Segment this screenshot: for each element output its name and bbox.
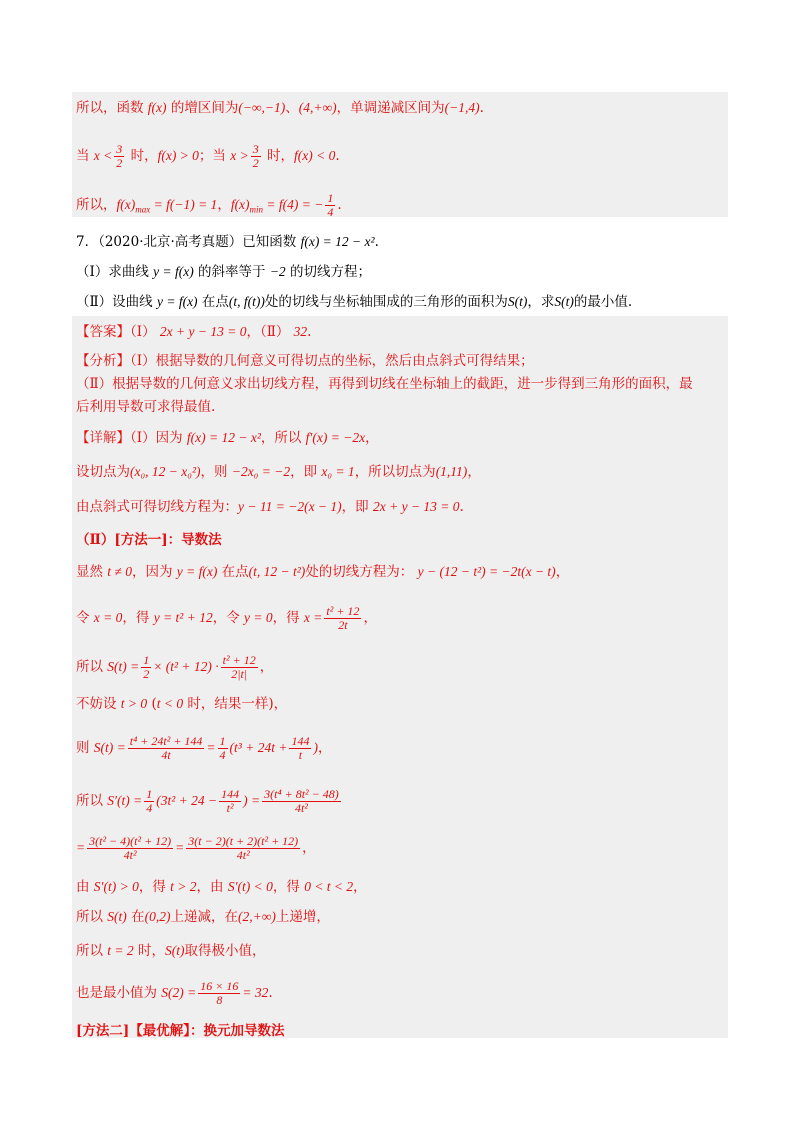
fraction-denominator: 8 <box>216 993 223 1007</box>
text-run: 7．（2020·北京·高考真题）已知函数 <box>76 234 301 250</box>
math-subscript: min <box>249 204 264 215</box>
math-expression: y = f(x) <box>153 264 194 279</box>
fraction-numerator: 1 <box>219 734 226 748</box>
math-expression: = <box>175 840 185 855</box>
text-run: 令 <box>76 610 94 626</box>
math-fraction <box>325 192 335 219</box>
math-fraction <box>262 788 341 815</box>
text-run: ，得 <box>122 610 154 626</box>
text-run: ， <box>353 879 367 895</box>
fraction-numerator: 3(t² − 4)(t² + 12) <box>89 834 172 848</box>
math-expression: (t³ + 24t + <box>229 740 288 755</box>
math-expression: S(t) <box>107 909 127 924</box>
text-run: 在点 <box>217 564 249 580</box>
text-run: 【详解】（Ⅰ）因为 <box>76 430 187 446</box>
math-fraction <box>221 654 258 681</box>
text-line-l5 <box>76 262 371 282</box>
text-run: ， <box>259 659 274 675</box>
text-line-l4 <box>76 232 379 252</box>
text-run: 显然 <box>76 564 108 580</box>
text-run: 处的切线与坐标轴围成的三角形的面积为 <box>264 294 508 310</box>
text-run: 所以 <box>76 659 108 675</box>
fraction-numerator: 1 <box>146 787 153 801</box>
fraction-denominator: 2|t| <box>231 667 248 681</box>
math-fraction <box>289 735 311 762</box>
text-run: . <box>374 234 379 250</box>
math-expression: S(t) <box>507 294 528 309</box>
text-run: 时，结果一样)， <box>183 696 288 712</box>
text-run: ，由 <box>196 879 228 895</box>
fraction-numerator: 3 <box>252 142 259 156</box>
math-expression: 2x + y − 13 = 0 <box>159 324 247 339</box>
text-run: 所以 <box>76 793 108 809</box>
text-line-l8 <box>76 351 534 371</box>
text-run: 后利用导数可求得最值. <box>76 399 216 415</box>
math-expression: S′(t) < 0 <box>227 879 273 894</box>
text-run: ，令 <box>212 610 245 626</box>
text-run: ，（Ⅱ） <box>246 324 294 340</box>
text-run: 所以， <box>76 197 117 213</box>
math-fraction <box>141 654 151 681</box>
text-run: ，得 <box>272 879 305 895</box>
text-run: ；当 <box>198 148 231 164</box>
math-expression: f(x) > 0 <box>157 148 199 163</box>
text-run: ，所以切点为 <box>354 464 436 480</box>
math-expression: = 32 <box>242 985 269 1000</box>
text-line-l2 <box>76 143 340 170</box>
text-run: ， <box>217 197 231 213</box>
math-expression: = f(−1) = 1 <box>150 197 218 212</box>
math-expression: S(t) = <box>107 659 140 674</box>
fraction-denominator: t² <box>226 801 234 815</box>
math-expression: f(x) <box>147 100 167 115</box>
text-line-l25 <box>76 980 273 1007</box>
text-run: 处的切线方程为： <box>305 564 418 580</box>
text-run: ， <box>363 610 377 626</box>
math-expression: f(x) < 0 <box>294 148 336 163</box>
math-expression: (0,2) <box>144 909 171 924</box>
fraction-denominator: 4t <box>161 748 171 762</box>
text-line-l26 <box>76 1021 285 1041</box>
text-line-l9 <box>76 374 693 394</box>
text-run: ， <box>365 430 379 446</box>
math-expression: (t, f(t)) <box>228 294 265 309</box>
math-expression: (x₀, 12 − x₀²) <box>130 464 201 479</box>
text-line-l14 <box>76 530 222 550</box>
text-run: 也是最小值为 <box>76 985 162 1001</box>
math-fraction <box>218 735 228 762</box>
text-run: . <box>337 197 342 213</box>
text-run: （Ⅰ）求曲线 <box>76 264 154 280</box>
fraction-numerator: 1 <box>143 653 150 667</box>
fraction-numerator: 144 <box>291 734 310 748</box>
text-run: 在点 <box>197 294 229 310</box>
math-expression: (4,+∞) <box>298 100 337 115</box>
text-run: . <box>479 100 484 116</box>
text-line-l3 <box>76 192 342 220</box>
math-expression: S(t) = <box>93 740 126 755</box>
math-expression: y − 11 = −2(x − 1) <box>238 499 342 514</box>
text-line-l17 <box>76 654 273 681</box>
math-fraction <box>198 980 240 1007</box>
math-subscript: max <box>135 204 151 215</box>
text-run: ，单调递减区间为 <box>336 100 445 116</box>
text-run: 的增区间为 <box>166 100 239 116</box>
text-run: ，得 <box>138 879 171 895</box>
math-expression: x₀ = 1 <box>321 464 355 479</box>
text-line-l6 <box>76 292 632 312</box>
fraction-denominator: 4 <box>327 205 334 219</box>
text-run: ，则 <box>200 464 232 480</box>
text-line-l23 <box>76 907 330 927</box>
math-expression: t ≠ 0 <box>107 564 132 579</box>
text-line-l12 <box>76 462 481 482</box>
math-expression: f(x) <box>230 197 250 212</box>
math-expression: x < <box>93 148 113 163</box>
text-run: ，求 <box>527 294 555 310</box>
text-run: . <box>459 499 464 515</box>
text-run: . <box>335 148 340 164</box>
math-expression: x = <box>303 610 323 625</box>
math-expression: 0 < t < 2 <box>304 879 354 894</box>
text-run: 设切点为 <box>76 464 130 480</box>
text-run: 的最小值. <box>573 294 633 310</box>
fraction-denominator: 2 <box>143 667 150 681</box>
math-expression: y − (12 − t²) = −2t(x − t) <box>417 564 556 579</box>
text-run: 由 <box>76 879 94 895</box>
text-line-l1 <box>76 98 484 118</box>
text-line-l7 <box>76 322 311 342</box>
text-line-l19 <box>76 735 331 762</box>
math-expression: y = 0 <box>244 610 273 625</box>
fraction-numerator: 3 <box>116 142 123 156</box>
math-expression: (t, 12 − t²) <box>248 564 306 579</box>
text-run: 所以，函数 <box>76 100 148 116</box>
fraction-denominator: t <box>298 748 303 762</box>
math-fraction <box>144 788 154 815</box>
text-run: 上递增， <box>275 909 330 925</box>
math-fraction <box>324 605 361 632</box>
text-run: 所以 <box>76 909 108 925</box>
text-run: （Ⅱ）[方法一]：导数法 <box>76 532 222 548</box>
math-fraction <box>87 835 173 862</box>
fraction-numerator: t² + 12 <box>326 604 360 618</box>
fraction-denominator: 4 <box>219 748 226 762</box>
text-run: ， <box>317 740 332 756</box>
text-line-l20 <box>76 788 343 815</box>
math-expression: ) = <box>243 793 261 808</box>
text-run: （Ⅱ）设曲线 <box>76 294 157 310</box>
math-fraction <box>114 143 124 170</box>
text-run: . <box>268 985 273 1001</box>
math-expression: (2,+∞) <box>237 909 276 924</box>
text-run: 上递减，在 <box>170 909 238 925</box>
text-run: ，即 <box>341 499 373 515</box>
math-expression: (−1,4) <box>444 100 480 115</box>
math-expression: (−∞,−1) <box>238 100 286 115</box>
fraction-numerator: 1 <box>327 191 334 205</box>
math-expression: = <box>76 840 86 855</box>
math-expression: t > 2 <box>170 879 197 894</box>
math-expression: S(2) = <box>161 985 197 1000</box>
text-run: ，因为 <box>131 564 177 580</box>
text-run: 的切线方程； <box>285 264 371 280</box>
text-run: 、 <box>285 100 299 116</box>
fraction-denominator: 4t² <box>294 801 308 815</box>
math-expression: × (t² + 12) · <box>153 659 219 674</box>
text-run: 取得极小值， <box>184 943 266 959</box>
fraction-numerator: 3(t⁴ + 8t² − 48) <box>264 787 339 801</box>
math-expression: (1,11) <box>435 464 468 479</box>
math-expression: f′(x) = −2x <box>305 430 366 445</box>
text-run: 时， <box>126 148 158 164</box>
text-run: 【分析】（Ⅰ）根据导数的几何意义可得切点的坐标，然后由点斜式可得结果； <box>76 353 534 369</box>
math-expression: t = 2 <box>107 943 134 958</box>
math-fraction <box>251 143 261 170</box>
text-run: 【答案】（Ⅰ） <box>76 324 160 340</box>
fraction-numerator: t² + 12 <box>222 653 256 667</box>
math-expression: −2x₀ = −2 <box>231 464 291 479</box>
math-expression: 2x + y − 13 = 0 <box>372 499 460 514</box>
text-run: ， <box>555 564 570 580</box>
math-expression: (3t² + 24 − <box>156 793 218 808</box>
text-line-l11 <box>76 428 379 448</box>
fraction-numerator: 144 <box>221 787 240 801</box>
math-expression: S′(t) = <box>107 793 143 808</box>
math-expression: y = t² + 12 <box>153 610 213 625</box>
math-expression: S′(t) > 0 <box>93 879 139 894</box>
math-expression: t > 0 <box>120 696 148 711</box>
text-line-l13 <box>76 497 464 517</box>
text-line-l16 <box>76 605 377 632</box>
text-run: [方法二]【最优解】：换元加导数法 <box>76 1023 285 1039</box>
math-expression: ) <box>313 740 318 755</box>
text-run: 的斜率等于 <box>193 264 270 280</box>
fraction-numerator: 16 × 16 <box>200 979 239 993</box>
fraction-denominator: 2 <box>116 156 123 170</box>
text-run: 时， <box>262 148 294 164</box>
text-run: 时， <box>133 943 165 959</box>
fraction-denominator: 4t² <box>236 848 250 862</box>
math-fraction <box>186 835 300 862</box>
text-run: 则 <box>76 740 94 756</box>
math-expression: x > <box>230 148 249 163</box>
math-expression: = <box>206 740 216 755</box>
text-run: （Ⅱ）根据导数的几何意义求出切线方程，再得到切线在坐标轴上的截距，进一步得到三角形的面积，最 <box>76 376 693 392</box>
fraction-denominator: 4t² <box>123 848 137 862</box>
text-run: 由点斜式可得切线方程为： <box>76 499 238 515</box>
text-line-l22 <box>76 877 367 897</box>
math-expression: S(t) <box>554 294 574 309</box>
text-line-l18 <box>76 694 287 714</box>
text-run: 在 <box>126 909 145 925</box>
text-line-l21 <box>76 835 316 862</box>
fraction-denominator: 2 <box>252 156 259 170</box>
text-run: ，所以 <box>260 430 306 446</box>
math-expression: y = f(x) <box>156 294 198 309</box>
math-expression: = f(4) = − <box>263 197 324 212</box>
text-line-l10 <box>76 397 215 417</box>
math-expression: x = 0 <box>93 610 123 625</box>
math-expression: f(x) = 12 − x² <box>186 430 261 445</box>
text-line-l15 <box>76 562 569 582</box>
math-fraction <box>128 735 205 762</box>
math-expression: f(x) <box>116 197 136 212</box>
text-run: ，得 <box>272 610 304 626</box>
text-run: ， <box>302 840 316 856</box>
math-expression: S(t) <box>164 943 185 958</box>
text-run: 当 <box>76 148 94 164</box>
fraction-numerator: t⁴ + 24t² + 144 <box>129 734 203 748</box>
math-expression: t < 0 <box>156 696 184 711</box>
text-run: ， <box>467 464 481 480</box>
math-expression: 32 <box>293 324 308 339</box>
math-fraction <box>219 788 241 815</box>
text-run: 不妨设 <box>76 696 121 712</box>
fraction-denominator: 4 <box>146 801 153 815</box>
text-run: ( <box>147 696 157 712</box>
text-run: . <box>307 324 312 340</box>
fraction-denominator: 2t <box>338 618 348 632</box>
text-line-l24 <box>76 941 265 961</box>
math-expression: y = f(x) <box>176 564 218 579</box>
fraction-numerator: 3(t − 2)(t + 2)(t² + 12) <box>188 834 299 848</box>
text-run: 所以 <box>76 943 108 959</box>
math-expression: −2 <box>269 264 286 279</box>
math-expression: f(x) = 12 − x² <box>300 234 375 249</box>
text-run: ，即 <box>290 464 322 480</box>
